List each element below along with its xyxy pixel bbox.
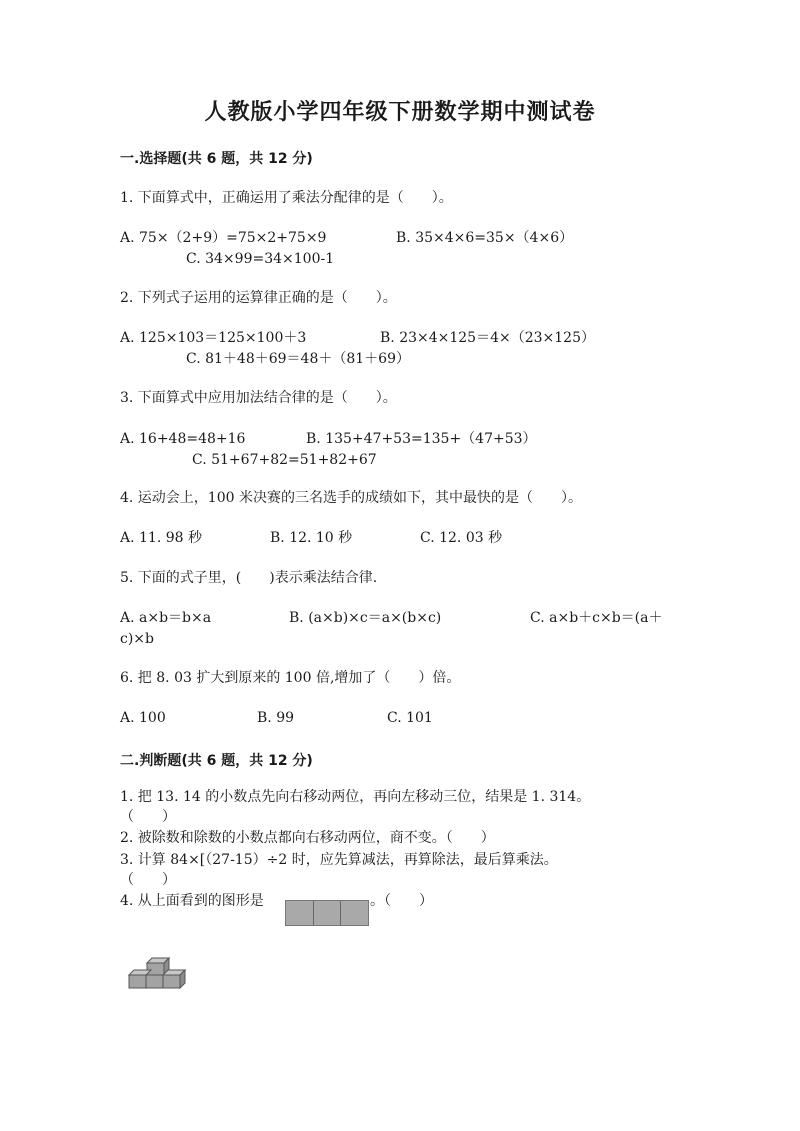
question-stem: 1. 下面算式中，正确运用了乘法分配律的是（ ）。 [120,190,453,206]
option-c: C. 12. 03 秒 [420,530,503,546]
answer-blank: 。（ ） [370,893,433,909]
cube-front-face [129,975,146,988]
option-a: A. 11. 98 秒 [120,530,202,546]
option-a: A. a×b＝b×a [120,610,212,626]
option-a: A. 75×（2+9）=75×2+75×9 [120,230,327,246]
option-c: C. a×b＋c×b＝(a＋ [530,610,663,626]
cube-front-face [163,975,180,988]
answer-blank: （ ） [120,809,176,825]
option-b: B. 99 [257,710,295,726]
judge-item: 2. 被除数和除数的小数点都向右移动两位，商不变。（ ） [120,830,495,846]
option-c: C. 34×99=34×100-1 [186,251,335,267]
cube-front-face [146,975,163,988]
option-c-continued: c)×b [120,631,154,647]
option-a: A. 16+48=48+16 [120,431,246,447]
question-stem: 5. 下面的式子里，( )表示乘法结合律. [120,570,378,586]
option-c: C. 81＋48＋69＝48＋（81＋69） [186,351,410,367]
page-title: 人教版小学四年级下册数学期中测试卷 [204,100,596,125]
option-b: B. 35×4×6=35×（4×6） [396,230,574,246]
option-b: B. 23×4×125＝4×（23×125） [380,330,595,346]
question-stem: 4. 运动会上，100 米决赛的三名选手的成绩如下，其中最快的是（ ）。 [120,490,582,506]
question-stem: 2. 下列式子运用的运算律正确的是（ ）。 [120,290,397,306]
section-heading-judge: 二.判断题(共 6 题，共 12 分) [120,753,313,769]
option-b: B. (a×b)×c＝a×(b×c) [289,610,442,626]
judge-item: 3. 计算 84×[（27-15）÷2 时，应先算减法，再算除法，最后算乘法。 [120,852,558,868]
top-view-square [341,901,368,925]
option-b: B. 12. 10 秒 [270,530,353,546]
option-b: B. 135+47+53=135+（47+53） [306,431,537,447]
top-view-square [286,901,314,925]
answer-blank: （ ） [120,872,176,888]
cube-stack-figure [126,955,190,993]
option-c: C. 101 [387,710,433,726]
option-a: A. 125×103＝125×100＋3 [120,330,307,346]
option-a: A. 100 [120,710,166,726]
section-heading-choice: 一.选择题(共 6 题，共 12 分) [120,151,313,167]
option-c: C. 51+67+82=51+82+67 [192,452,377,468]
question-stem: 6. 把 8. 03 扩大到原来的 100 倍,增加了（ ）倍。 [120,670,461,686]
question-stem: 3. 下面算式中应用加法结合律的是（ ）。 [120,390,397,406]
top-view-figure [285,900,369,926]
top-view-square [314,901,342,925]
judge-item: 4. 从上面看到的图形是 [120,893,264,909]
judge-item: 1. 把 13. 14 的小数点先向右移动两位，再向左移动三位，结果是 1. 314。 [120,789,591,805]
cube-front-face [147,963,164,975]
